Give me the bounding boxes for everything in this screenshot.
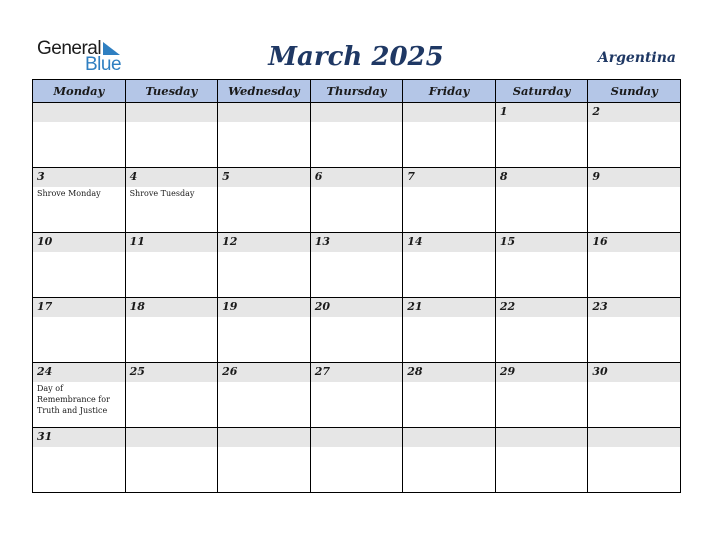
week-row: [33, 298, 681, 363]
weekday-header: Tuesday: [125, 80, 218, 103]
day-number: 21: [407, 300, 423, 313]
day-number: 13: [314, 235, 330, 248]
day-cell: [310, 233, 403, 298]
day-number: 19: [222, 300, 238, 313]
day-number-bar: [311, 168, 403, 187]
day-cell: [218, 233, 311, 298]
day-cell: [403, 103, 496, 168]
day-number: 11: [129, 235, 145, 248]
day-cell: [403, 168, 496, 233]
day-cell: [33, 168, 126, 233]
week-row: [33, 233, 681, 298]
day-number: 15: [499, 235, 516, 248]
calendar-grid: [32, 79, 681, 493]
day-number-bar: [218, 168, 310, 187]
day-number: 23: [592, 300, 608, 313]
week-row: [33, 168, 681, 233]
day-cell: [33, 103, 126, 168]
day-number: 27: [314, 365, 330, 378]
day-cell: [310, 363, 403, 428]
day-cell: [310, 168, 403, 233]
day-cell: [33, 233, 126, 298]
day-cell: [495, 233, 588, 298]
day-cell: [125, 233, 218, 298]
day-number-bar: [218, 103, 310, 122]
day-cell: [588, 428, 681, 493]
day-number: 14: [407, 235, 423, 248]
weekday-header: Wednesday: [218, 80, 311, 103]
day-number: 28: [407, 365, 423, 378]
holiday-label: Shrove Monday: [37, 189, 101, 198]
day-number: 7: [407, 170, 415, 183]
day-cell: [33, 298, 126, 363]
day-number: 2: [592, 105, 601, 118]
day-number-bar: [33, 168, 125, 187]
day-number-bar: [403, 428, 495, 447]
day-cell: [218, 428, 311, 493]
day-cell: [218, 168, 311, 233]
week-row: [33, 363, 681, 428]
day-number-bar: [403, 103, 495, 122]
day-cell: [218, 103, 311, 168]
day-number: 26: [222, 365, 238, 378]
day-number-bar: [496, 428, 588, 447]
day-cell: [588, 363, 681, 428]
day-number: 5: [222, 170, 230, 183]
day-cell: [125, 103, 218, 168]
day-number: 1: [499, 105, 508, 118]
day-number: 31: [37, 430, 53, 443]
day-number: 4: [129, 170, 138, 183]
week-row: [33, 428, 681, 493]
day-cell: [403, 298, 496, 363]
calendar-title: March 2025: [268, 42, 444, 72]
day-number-bar: [496, 103, 588, 122]
logo-blue-text: Blue: [85, 54, 122, 75]
day-number-bar: [403, 168, 495, 187]
country-label: Argentina: [597, 50, 676, 66]
day-number: 22: [499, 300, 516, 313]
day-number-bar: [126, 428, 218, 447]
day-cell: [403, 363, 496, 428]
day-cell: [588, 168, 681, 233]
day-cell: [310, 298, 403, 363]
day-cell: [218, 298, 311, 363]
day-number: 16: [592, 235, 608, 248]
weekday-header: Saturday: [495, 80, 588, 103]
day-cell: [495, 428, 588, 493]
day-number: 20: [314, 300, 330, 313]
day-number-bar: [126, 103, 218, 122]
day-cell: [495, 103, 588, 168]
day-number-bar: [588, 103, 680, 122]
day-cell: [310, 103, 403, 168]
day-number-bar: [33, 103, 125, 122]
day-cell: [495, 298, 588, 363]
day-cell: [403, 233, 496, 298]
weekday-header: Sunday: [588, 80, 681, 103]
day-cell: [125, 363, 218, 428]
day-cell: [495, 363, 588, 428]
day-number: 3: [37, 170, 45, 183]
day-number: 9: [592, 170, 601, 183]
day-cell: [310, 428, 403, 493]
day-number-bar: [218, 428, 310, 447]
day-cell: [218, 363, 311, 428]
day-number-bar: [311, 103, 403, 122]
day-number-bar: [588, 428, 680, 447]
week-row: [33, 103, 681, 168]
day-cell: [588, 103, 681, 168]
holiday-label: Day of Remembrance for Truth and Justice: [37, 384, 110, 415]
day-number-bar: [496, 168, 588, 187]
day-cell: [588, 298, 681, 363]
weekday-header: Friday: [403, 80, 496, 103]
logo-general-text: General: [37, 38, 102, 59]
day-number: 6: [314, 170, 323, 183]
day-number: 17: [37, 300, 53, 313]
day-number: 25: [129, 365, 145, 378]
weekday-header: Thursday: [310, 80, 403, 103]
weekday-header-row: [33, 80, 681, 103]
day-cell: [125, 168, 218, 233]
day-number: 24: [37, 365, 53, 378]
day-number: 12: [222, 235, 238, 248]
day-number-bar: [588, 168, 680, 187]
day-cell: [33, 363, 126, 428]
day-number-bar: [311, 428, 403, 447]
weekday-header: Monday: [33, 80, 126, 103]
day-number: 18: [129, 300, 145, 313]
day-number-bar: [126, 168, 218, 187]
day-number: 8: [499, 170, 508, 183]
holiday-label: Shrove Tuesday: [129, 189, 195, 198]
day-cell: [33, 428, 126, 493]
day-cell: [403, 428, 496, 493]
day-cell: [125, 428, 218, 493]
day-number: 29: [499, 365, 516, 378]
day-cell: [588, 233, 681, 298]
day-number: 30: [592, 365, 608, 378]
day-cell: [125, 298, 218, 363]
day-number: 10: [37, 235, 53, 248]
day-cell: [495, 168, 588, 233]
